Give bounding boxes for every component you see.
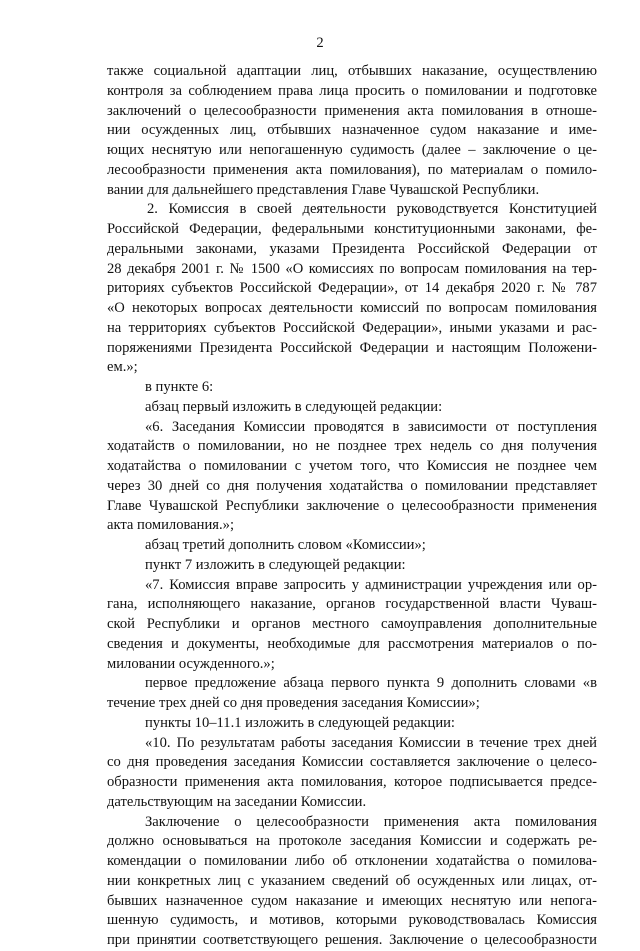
- text-line: [107, 358, 597, 378]
- text-line: [107, 181, 597, 201]
- text-line-content: «6. Заседания Комиссии проводятся в зависимости от поступления: [145, 418, 597, 435]
- text-line: [107, 911, 597, 931]
- text-line-content: «10. По результатам работы заседания Комиссии в течение трех дней: [145, 734, 597, 751]
- text-line-content: ющих неснятую или непогашенную судимость (далее – заключение о це-: [107, 142, 597, 158]
- text-line-content: вании для дальнейшего представления Главе Чувашской Республики.: [107, 181, 540, 198]
- text-line: [107, 694, 597, 714]
- text-line-content: на территориях субъектов Российской Федерации», иными указами и рас-: [107, 319, 597, 336]
- text-line-content: абзац первый изложить в следующей редакции:: [145, 398, 443, 415]
- text-line-content: 28 декабря 2001 г. № 1500 «О комиссиях по вопросам помилования на тер-: [107, 260, 597, 277]
- text-line: [107, 457, 597, 477]
- text-line-content: образности применения акта помилования, которое подписывается предсе-: [107, 774, 597, 790]
- text-line: [107, 102, 597, 122]
- text-line: [107, 299, 597, 319]
- text-line-content: сведения и документы, необходимые для рассмотрения материалов о по-: [107, 635, 597, 652]
- text-line: [107, 260, 597, 280]
- text-line-content: должно основываться на протоколе заседания Комиссии и содержать ре-: [107, 833, 597, 850]
- text-line-content: через 30 дней со дня получения ходатайства о помиловании представляет: [107, 477, 597, 494]
- text-line: [107, 852, 597, 872]
- text-line-content: лесообразности применения акта помилования), по материалам о помило-: [107, 161, 597, 178]
- text-line: [107, 615, 597, 635]
- text-line-content: нии конкретных лиц с указанием сведений об осужденных или лицах, от-: [107, 872, 597, 889]
- text-line: [107, 220, 597, 240]
- text-line-content: поряжениями Президента Российской Федерации и настоящим Положени-: [107, 339, 597, 356]
- text-line: [107, 121, 597, 141]
- text-line: [107, 892, 597, 912]
- text-line: [107, 418, 597, 438]
- text-line: [107, 734, 597, 754]
- text-line: [107, 497, 597, 517]
- text-line-content: Российской Федерации, федеральными конституционными законами, фе-: [107, 221, 597, 237]
- text-line-content: при принятии соответствующего решения. Заключение о целесообразности: [107, 932, 597, 948]
- text-line-content: заключений о целесообразности применения акта помилования в отноше-: [107, 102, 597, 119]
- text-line: [107, 793, 597, 813]
- text-line-content: нии осужденных лиц, отбывших назначенное судом наказание и име-: [107, 122, 597, 139]
- text-line: [107, 240, 597, 260]
- text-line-content: Заключение о целесообразности применения акта помилования: [145, 813, 597, 830]
- text-line-content: ходатайства о помиловании с учетом того, что Комиссия не позднее чем: [107, 458, 597, 474]
- text-line-content: 2. Комиссия в своей деятельности руководствуется Конституцией: [147, 201, 597, 218]
- text-line-content: со дня проведения заседания Комиссии составляется заключение о целесо-: [107, 754, 597, 771]
- text-line: [107, 161, 597, 181]
- text-line-content: пункты 10–11.1 изложить в следующей редакции:: [145, 714, 455, 731]
- text-line: [107, 536, 597, 556]
- text-line: [107, 595, 597, 615]
- text-line: [107, 635, 597, 655]
- text-line-content: ходатайств о помиловании, но не позднее трех недель со дня получения: [107, 438, 597, 455]
- text-line: [107, 813, 597, 833]
- text-line: [107, 576, 597, 596]
- document-body: [107, 62, 597, 951]
- text-line-content: миловании осужденного.»;: [107, 655, 275, 672]
- text-line-content: «О некоторых вопросах деятельности комиссий по вопросам помилования: [107, 300, 597, 316]
- text-line-content: контроля за соблюдением права лица просить о помиловании и подготовке: [107, 82, 597, 99]
- text-line-content: дательствующим на заседании Комиссии.: [107, 793, 367, 810]
- text-line: [107, 82, 597, 102]
- text-line: [107, 398, 597, 418]
- text-line: [107, 655, 597, 675]
- text-line-content: комендации о помиловании либо об отклонении ходатайства о помилова-: [107, 853, 597, 869]
- text-line: [107, 714, 597, 734]
- text-line-content: шенную судимость, и мотивов, которыми руководствовалась Комиссия: [107, 912, 597, 929]
- text-line-content: ем.»;: [107, 359, 138, 376]
- text-line-content: риториях субъектов Российской Федерации», от 14 декабря 2020 г. № 787: [107, 280, 597, 297]
- text-line: [107, 319, 597, 339]
- text-line: [107, 477, 597, 497]
- text-line: [107, 141, 597, 161]
- text-line: [107, 674, 597, 694]
- text-line: [107, 378, 597, 398]
- text-line: [107, 200, 597, 220]
- text-line-content: пункт 7 изложить в следующей редакции:: [145, 556, 406, 573]
- text-line: [107, 62, 597, 82]
- text-line: [107, 556, 597, 576]
- text-line: [107, 872, 597, 892]
- page-number: 2: [316, 35, 324, 51]
- text-line-content: деральными законами, указами Президента Российской Федерации от: [107, 240, 597, 257]
- text-line: [107, 339, 597, 359]
- text-line-content: Главе Чувашской Республики заключение о целесообразности применения: [107, 497, 597, 514]
- text-line: [107, 931, 597, 951]
- text-line-content: также социальной адаптации лиц, отбывших наказание, осуществлению: [107, 63, 597, 79]
- text-line: [107, 279, 597, 299]
- text-line-content: ской Республики и органов местного самоуправления дополнительные: [107, 616, 597, 632]
- text-line: [107, 516, 597, 536]
- text-line-content: гана, исполняющего наказание, органов государственной власти Чуваш-: [107, 596, 597, 613]
- text-line-content: в пункте 6:: [145, 379, 214, 395]
- text-line-content: акта помилования.»;: [107, 517, 235, 534]
- text-line-content: абзац третий дополнить словом «Комиссии»;: [145, 537, 426, 553]
- text-line-content: первое предложение абзаца первого пункта 9 дополнить словами «в: [145, 675, 597, 692]
- text-line: [107, 437, 597, 457]
- text-line-content: «7. Комиссия вправе запросить у администрации учреждения или ор-: [145, 576, 597, 593]
- text-line: [107, 773, 597, 793]
- text-line-content: бывших назначенное судом наказание и имеющих неснятую или непога-: [107, 892, 597, 909]
- text-line-content: течение трех дней со дня проведения заседания Комиссии»;: [107, 695, 480, 711]
- text-line: [107, 753, 597, 773]
- text-line: [107, 832, 597, 852]
